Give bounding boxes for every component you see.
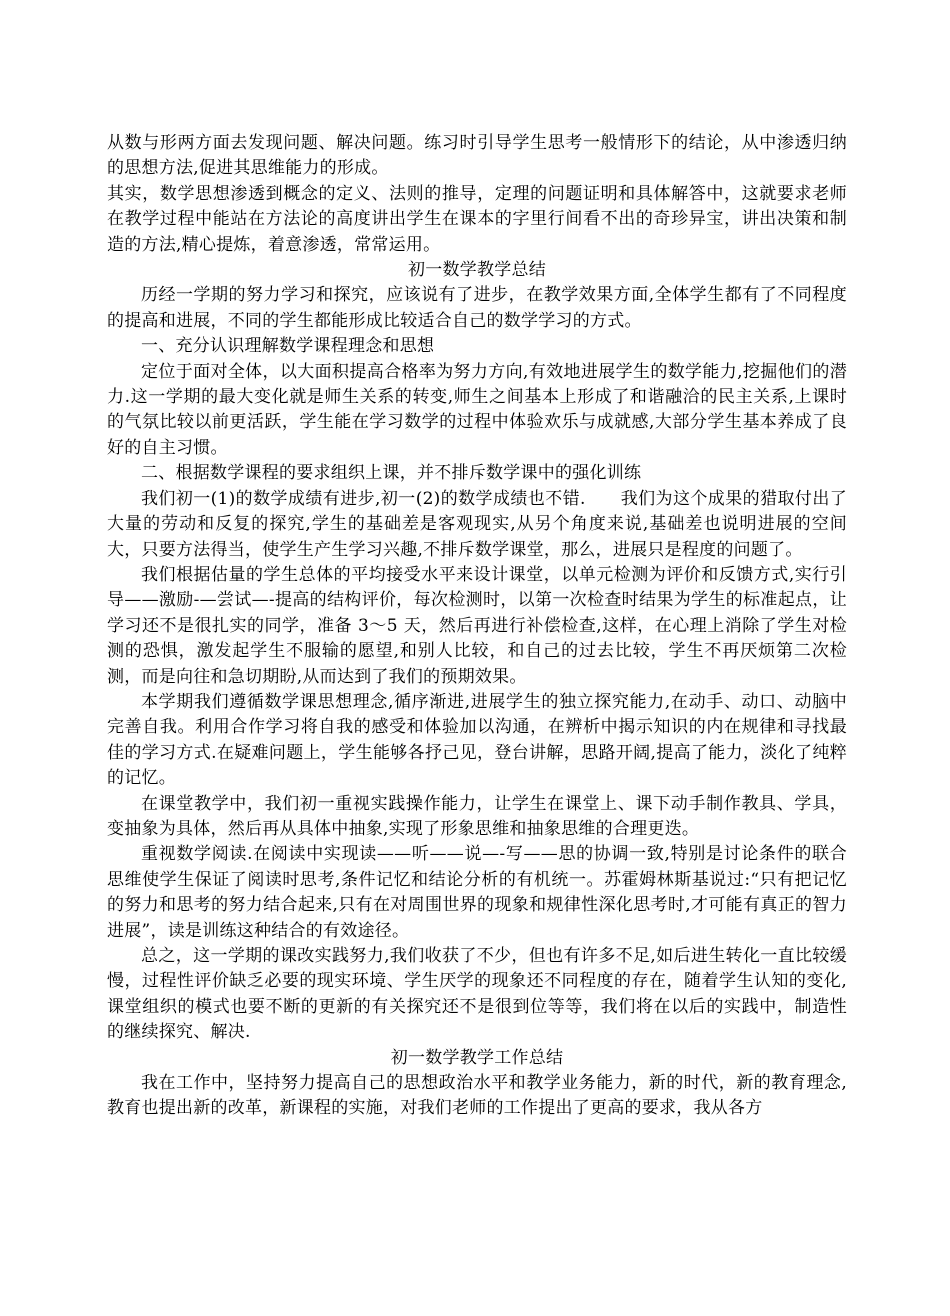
body-paragraph: 本学期我们遵循数学课思想理念,循序渐进,进展学生的独立探究能力,在动手、动口、动脑中完善自我。利用合作学习将自我的感受和体验加以沟通，在辨析中揭示知识的内在规律和寻找最佳的学习方式.在疑难问题上，学生能够各抒己见，登台讲解，思路开阔,提高了能力，淡化了纯粹的记忆。	[107, 691, 847, 789]
body-paragraph: 我们初一(1)的数学成绩有进步,初一(2)的数学成绩也不错. 我们为这个成果的猎取付出了大量的劳动和反复的探究,学生的基础差是客观现实,从另个角度来说,基础差也说明进展的空间大，只要方法得当，使学生产生学习兴趣,不排斥数学课堂，那么，进展只是程度的问题了。	[107, 488, 847, 560]
body-paragraph: 重视数学阅读.在阅读中实现读——听——说—-写——思的协调一致,特别是讨论条件的联合思维使学生保证了阅读时思考,条件记忆和结论分析的有机统一。苏霍姆林斯基说过:“只有把记忆的努力和思考的努力结合起来,只有在对周围世界的现象和规律性深化思考时,才可能有真正的智力进展”，读是训练这种结合的有效途径。	[107, 844, 847, 941]
subheading: 一、充分认识理解数学课程理念和思想	[141, 336, 435, 357]
subheading: 二、根据数学课程的要求组织上课，并不排斥数学课中的强化训练	[141, 463, 642, 484]
body-paragraph: 历经一学期的努力学习和探究，应该说有了进步，在教学效果方面,全体学生都有了不同程度的提高和进展，不同的学生都能形成比较适合自己的数学学习的方式。	[107, 285, 847, 331]
body-paragraph: 定位于面对全体，以大面积提高合格率为努力方向,有效地进展学生的数学能力,挖掘他们的潜力.这一学期的最大变化就是师生关系的转变,师生之间基本上形成了和谐融洽的民主关系,上课时的气氛比较以前更活跃，学生能在学习数学的过程中体验欢乐与成就感,大部分学生基本养成了良好的自主习惯。	[107, 361, 847, 458]
body-paragraph: 总之，这一学期的课改实践努力,我们收获了不少，但也有许多不足,如后进生转化一直比较缓慢，过程性评价缺乏必要的现实环境、学生厌学的现象还不同程度的存在，随着学生认知的变化,课堂组织的模式也要不断的更新的有关探究还不是很到位等等，我们将在以后的实践中，制造性的继续探究、解决.	[107, 946, 847, 1043]
body-paragraph: 我在工作中，坚持努力提高自己的思想政治水平和教学业务能力，新的时代，新的教育理念,教育也提出新的改革，新课程的实施，对我们老师的工作提出了更高的要求，我从各方	[107, 1073, 847, 1119]
document-page	[107, 131, 847, 1122]
section-heading: 初一数学教学工作总结	[390, 1047, 564, 1068]
body-paragraph: 在课堂教学中，我们初一重视实践操作能力，让学生在课堂上、课下动手制作教具、学具，变抽象为具体，然后再从具体中抽象,实现了形象思维和抽象思维的合理更迭。	[107, 793, 847, 839]
section-heading: 初一数学教学总结	[408, 260, 546, 281]
body-paragraph: 其实，数学思想渗透到概念的定义、法则的推导，定理的问题证明和具体解答中，这就要求老师在教学过程中能站在方法论的高度讲出学生在课本的字里行间看不出的奇珍异宝，讲出决策和制造的方法,精心提炼，着意渗透，常常运用。	[107, 183, 847, 255]
body-paragraph: 从数与形两方面去发现问题、解决问题。练习时引导学生思考一般情形下的结论，从中渗透归纳的思想方法,促进其思维能力的形成。	[107, 133, 847, 179]
body-paragraph: 我们根据估量的学生总体的平均接受水平来设计课堂，以单元检测为评价和反馈方式,实行引导——激励-—尝试—-提高的结构评价，每次检测时，以第一次检查时结果为学生的标准起点，让学习还不是很扎实的同学，准备 3～5 天，然后再进行补偿检查,这样，在心理上消除了学生对检测的恐惧，激发起学生不服输的愿望,和别人比较，和自己的过去比较，学生不再厌烦第二次检测，而是向往和急切期盼,从而达到了我们的预期效果。	[107, 564, 847, 687]
